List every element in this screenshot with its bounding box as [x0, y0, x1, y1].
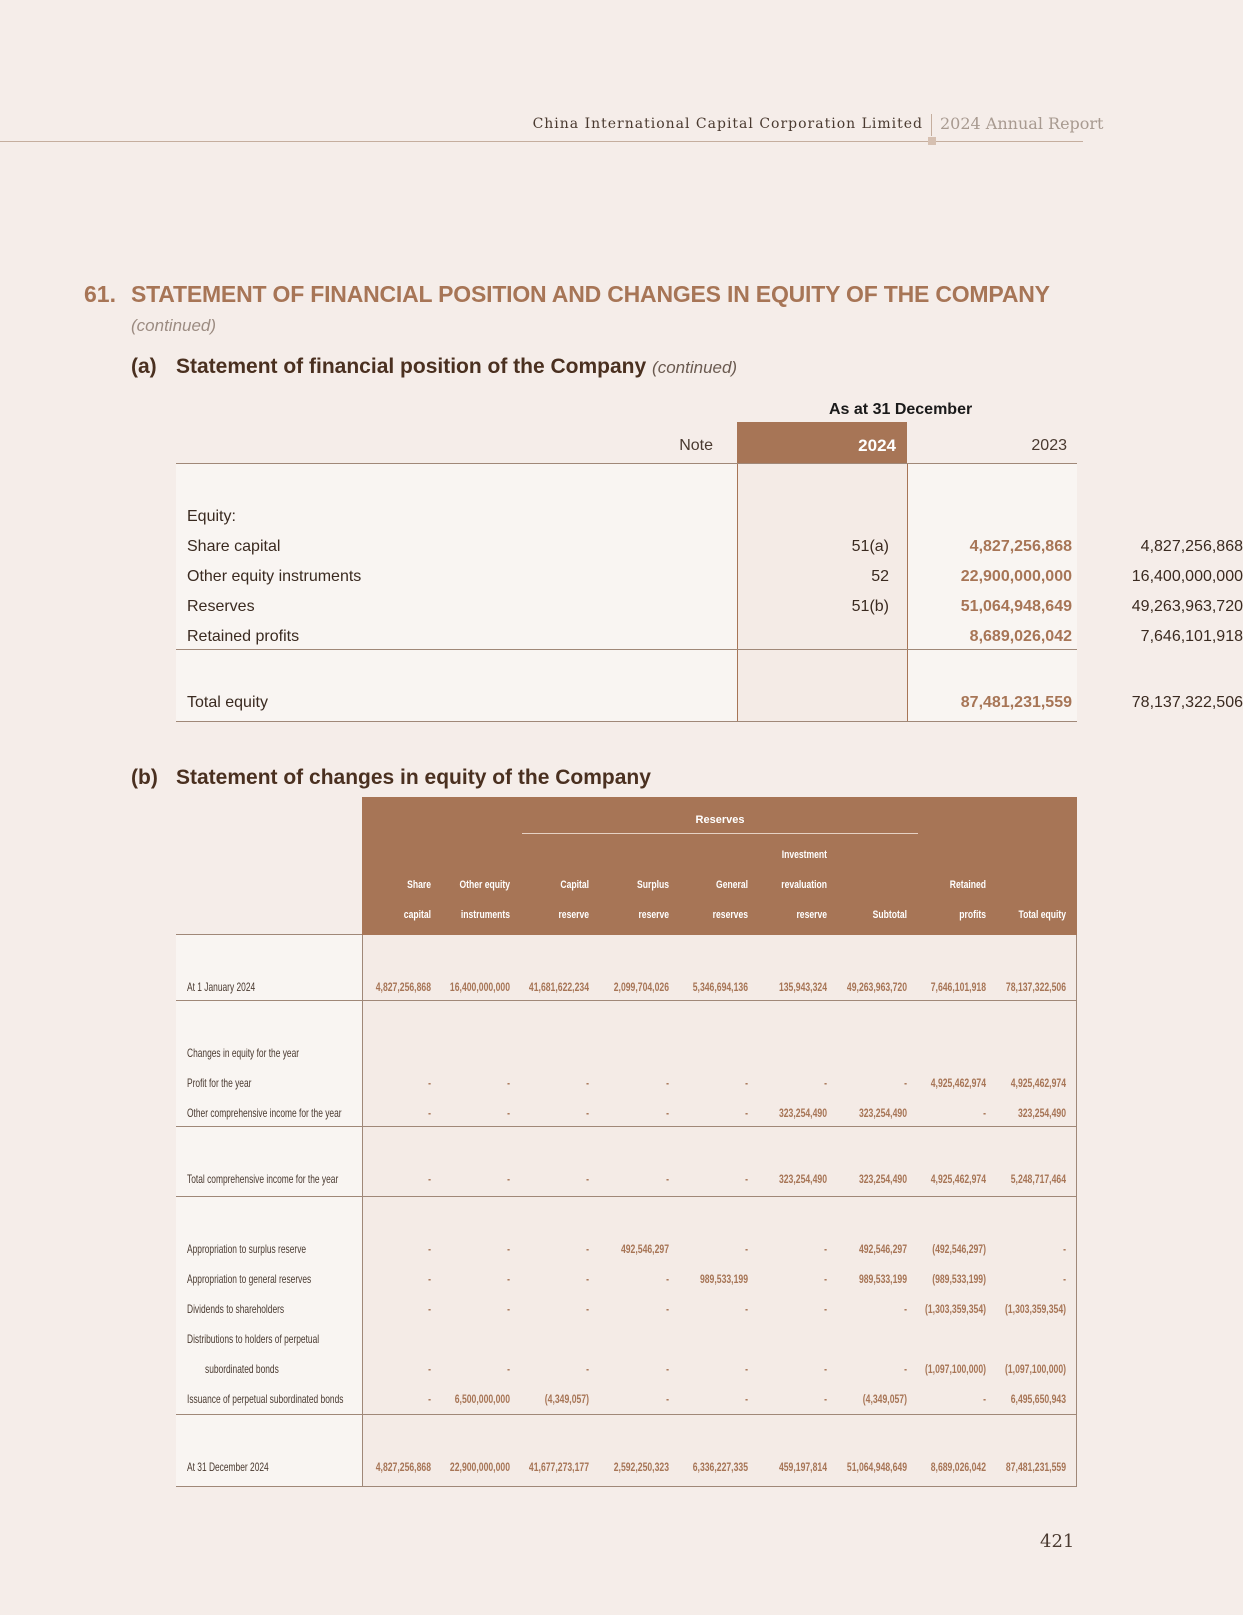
header-company: China International Capital Corporation Limited [532, 116, 923, 132]
section-number: 61. [84, 281, 116, 307]
table-b-col-header: Surplus [637, 879, 669, 891]
sub-b-label: (b) [131, 766, 158, 789]
table-a-row [176, 568, 1243, 590]
table-b-cell: - [586, 1106, 589, 1120]
table-b-cell: - [745, 1392, 748, 1406]
table-b-cell: 6,336,227,335 [692, 1460, 748, 1474]
table-b-cell: 989,533,199 [699, 1272, 748, 1286]
header-separator [931, 114, 932, 136]
row-label: Dividends to shareholders [187, 1302, 285, 1316]
table-b-cell: (1,303,359,354) [1004, 1302, 1066, 1316]
table-b-cell: 459,197,814 [778, 1460, 827, 1474]
row-label: Profit for the year [187, 1076, 252, 1090]
table-b-cell: 2,099,704,026 [613, 980, 669, 994]
table-b-cell: 323,254,490 [778, 1106, 827, 1120]
table-b-row [176, 1242, 1077, 1262]
table-b-col-header: capital [403, 909, 431, 921]
table-b-cell: - [666, 1392, 669, 1406]
table-b-col-header: Total equity [1018, 909, 1066, 921]
table-b-cell: - [586, 1302, 589, 1316]
row-label: Other comprehensive income for the year [187, 1106, 342, 1120]
sub-a-label: (a) [131, 355, 157, 378]
table-b-cell: 989,533,199 [858, 1272, 907, 1286]
table-b-cell: - [824, 1362, 827, 1376]
table-b-cell: - [666, 1106, 669, 1120]
table-a-row [176, 628, 1243, 650]
table-b-cell: 323,254,490 [1017, 1106, 1066, 1120]
table-b-cell: 135,943,324 [778, 980, 827, 994]
table-b-col-header: reserve [558, 909, 589, 921]
page-number: 421 [1040, 1531, 1075, 1552]
table-b-cell: 6,500,000,000 [454, 1392, 510, 1406]
table-a-as-at: As at 31 December [829, 401, 973, 418]
row-label: Appropriation to surplus reserve [187, 1242, 307, 1256]
table-b-header-rule [176, 934, 362, 935]
table-b-row [176, 1460, 1077, 1480]
table-b-row [176, 1392, 1077, 1412]
header-rule [0, 141, 1083, 142]
row-note: 52 [871, 568, 889, 585]
table-b-cell: - [428, 1302, 431, 1316]
row-value-2024: 4,827,256,868 [969, 538, 1072, 555]
table-b-cell: - [904, 1362, 907, 1376]
table-b-cell: (492,546,297) [932, 1242, 986, 1256]
row-label: Issuance of perpetual subordinated bonds [187, 1392, 344, 1406]
table-b-cell: 16,400,000,000 [449, 980, 510, 994]
section-continued: (continued) [131, 316, 217, 335]
table-b-cell: (4,349,057) [862, 1392, 907, 1406]
table-b-cell: (1,097,100,000) [1004, 1362, 1066, 1376]
row-value-2023: 78,137,322,506 [1131, 694, 1243, 711]
table-b-rule [176, 1414, 1077, 1415]
table-b-col-header: reserves [712, 909, 748, 921]
table-b-cell: - [507, 1106, 510, 1120]
section-title: STATEMENT OF FINANCIAL POSITION AND CHANGES IN EQUITY OF THE COMPANY [131, 281, 1050, 307]
table-b-cell: 4,925,462,974 [1010, 1076, 1066, 1090]
table-b-row [176, 1106, 1077, 1126]
table-b-cell: - [586, 1242, 589, 1256]
row-label: At 1 January 2024 [187, 980, 256, 994]
table-a-row [176, 598, 1243, 620]
row-value-2023: 4,827,256,868 [1140, 538, 1243, 555]
table-b-cell: - [983, 1106, 986, 1120]
row-value-2024: 22,900,000,000 [960, 568, 1072, 585]
table-a-body [176, 463, 1077, 721]
table-b-col-header: instruments [460, 909, 510, 921]
table-b-col-header: reserve [796, 909, 827, 921]
table-b-cell: - [745, 1302, 748, 1316]
table-b-cell: 7,646,101,918 [930, 980, 986, 994]
table-b-row-label [176, 1046, 1077, 1066]
table-b-col-header: Other equity [459, 879, 510, 891]
table-b-cell: - [428, 1272, 431, 1286]
sub-b-title: Statement of changes in equity of the Company [176, 766, 651, 789]
row-note: 51(b) [851, 598, 889, 615]
table-b-cell: - [1063, 1242, 1066, 1256]
table-b-cell: - [428, 1392, 431, 1406]
table-b-cell: - [904, 1302, 907, 1316]
table-b-cell: - [1063, 1272, 1066, 1286]
table-a-col-note: Note [679, 437, 713, 454]
table-a-2024-column [737, 463, 908, 721]
row-value-2024: 8,689,026,042 [969, 628, 1072, 645]
table-b-cell: - [507, 1272, 510, 1286]
table-b-rule [176, 1196, 1077, 1197]
table-b-cell: - [745, 1172, 748, 1186]
table-b-cell: - [586, 1172, 589, 1186]
row-label: Changes in equity for the year [187, 1046, 300, 1060]
table-b-row [176, 1362, 1077, 1382]
table-b-cell: - [586, 1272, 589, 1286]
table-b-cell: 492,546,297 [620, 1242, 669, 1256]
table-b-reserves-label: Reserves [695, 814, 745, 826]
table-b-cell: 323,254,490 [858, 1172, 907, 1186]
table-b-cell: (4,349,057) [544, 1392, 589, 1406]
table-b-cell: - [824, 1242, 827, 1256]
table-b-col-header: General [716, 879, 748, 891]
table-a-row-equity-label [176, 508, 1077, 530]
table-b-cell: - [507, 1242, 510, 1256]
table-b-cell: - [824, 1392, 827, 1406]
table-a-col-2024: 2024 [858, 436, 896, 455]
table-b-cell: - [666, 1172, 669, 1186]
table-b-col-header: Subtotal [872, 909, 907, 921]
table-b-cell: - [586, 1076, 589, 1090]
row-value-2024: 87,481,231,559 [960, 694, 1072, 711]
table-b-cell: 4,925,462,974 [930, 1172, 986, 1186]
table-b-row [176, 980, 1077, 1000]
table-b-cell: 492,546,297 [858, 1242, 907, 1256]
table-b-reserves-rule [522, 833, 918, 834]
table-b-col-header: Capital [560, 879, 589, 891]
row-value-2023: 49,263,963,720 [1131, 598, 1243, 615]
table-a-header-rule [176, 463, 1077, 464]
table-b-cell: - [428, 1242, 431, 1256]
table-b-cell: - [428, 1362, 431, 1376]
row-value-2024: 51,064,948,649 [960, 598, 1072, 615]
table-b-cell: - [428, 1106, 431, 1120]
table-a-col-2023: 2023 [1031, 437, 1067, 454]
table-b-cell: 78,137,322,506 [1005, 980, 1066, 994]
table-b-cell: 323,254,490 [858, 1106, 907, 1120]
table-b-col-header: revaluation [781, 879, 827, 891]
table-b-cell: 4,925,462,974 [930, 1076, 986, 1090]
table-b-cell: - [666, 1272, 669, 1286]
table-b-cell: 22,900,000,000 [449, 1460, 510, 1474]
table-b-cell: 6,495,650,943 [1010, 1392, 1066, 1406]
row-label: At 31 December 2024 [187, 1460, 269, 1474]
table-b-cell: - [507, 1076, 510, 1090]
table-b-cell: - [666, 1302, 669, 1316]
table-b-cell: - [507, 1362, 510, 1376]
table-b-cell: 323,254,490 [778, 1172, 827, 1186]
table-a-total-row [176, 694, 1243, 716]
table-b-cell: - [428, 1076, 431, 1090]
table-b-col-header: reserve [638, 909, 669, 921]
row-label: Other equity instruments [187, 568, 362, 585]
table-b-cell: - [824, 1076, 827, 1090]
table-b-col-header: Investment [781, 849, 827, 861]
table-b-cell: - [904, 1076, 907, 1090]
table-b-col-header: profits [959, 909, 986, 921]
row-value-2023: 7,646,101,918 [1140, 628, 1243, 645]
table-b-rule [176, 1000, 1077, 1001]
table-b-cell: (1,097,100,000) [924, 1362, 986, 1376]
table-b-cell: - [586, 1362, 589, 1376]
header-mark [928, 137, 936, 145]
table-b-cell: - [745, 1362, 748, 1376]
sub-a-title [176, 355, 737, 379]
table-b-cell: 49,263,963,720 [846, 980, 907, 994]
table-b-row [176, 1272, 1077, 1292]
row-label: Total equity [187, 694, 268, 711]
row-label: Retained profits [187, 628, 300, 645]
table-b-cell: 5,248,717,464 [1010, 1172, 1066, 1186]
table-b-cell: 87,481,231,559 [1005, 1460, 1066, 1474]
row-label: Reserves [187, 598, 255, 615]
row-label: subordinated bonds [205, 1362, 279, 1376]
table-b-cell: - [983, 1392, 986, 1406]
row-label: Equity: [187, 508, 236, 525]
table-b-cell: - [666, 1362, 669, 1376]
table-b-cell: - [745, 1076, 748, 1090]
table-b-cell: (1,303,359,354) [924, 1302, 986, 1316]
row-label: Share capital [187, 538, 281, 555]
table-b-cell: (989,533,199) [932, 1272, 986, 1286]
table-b-cell: - [824, 1302, 827, 1316]
table-b-cell: - [507, 1302, 510, 1316]
table-b-cell: - [428, 1172, 431, 1186]
table-b-rule [176, 1486, 1077, 1487]
row-value-2023: 16,400,000,000 [1131, 568, 1243, 585]
table-b-cell: 51,064,948,649 [846, 1460, 907, 1474]
table-b-col-header: Retained [949, 879, 986, 891]
sub-a-continued: (continued) [652, 358, 738, 377]
table-b-cell: 4,827,256,868 [375, 1460, 431, 1474]
table-a-bottom-rule [176, 721, 1077, 722]
table-b-cell: 8,689,026,042 [930, 1460, 986, 1474]
table-b-cell: 2,592,250,323 [613, 1460, 669, 1474]
sub-a-title-text: Statement of financial position of the Company [176, 355, 647, 378]
table-b-cell: 5,346,694,136 [692, 980, 748, 994]
table-b-cell: - [745, 1106, 748, 1120]
table-b-cell: 4,827,256,868 [375, 980, 431, 994]
row-label: Total comprehensive income for the year [187, 1172, 339, 1186]
table-b-cell: - [666, 1076, 669, 1090]
row-note: 51(a) [851, 538, 889, 555]
table-b-col-header: Share [407, 879, 431, 891]
table-b-rule [176, 1126, 1077, 1127]
row-label: Appropriation to general reserves [187, 1272, 312, 1286]
table-a-row [176, 538, 1243, 560]
table-b-cell: - [745, 1242, 748, 1256]
table-b-cell: 41,681,622,234 [528, 980, 589, 994]
table-a-subtotal-rule [176, 649, 1077, 650]
header-report: 2024 Annual Report [940, 114, 1104, 133]
table-b-row [176, 1076, 1077, 1096]
table-b-cell: - [824, 1272, 827, 1286]
table-b-row-label [176, 1332, 1077, 1352]
table-b-row [176, 1172, 1077, 1192]
table-b-cell: - [507, 1172, 510, 1186]
row-label: Distributions to holders of perpetual [187, 1332, 320, 1346]
table-b-row [176, 1302, 1077, 1322]
table-b-cell: 41,677,273,177 [528, 1460, 589, 1474]
